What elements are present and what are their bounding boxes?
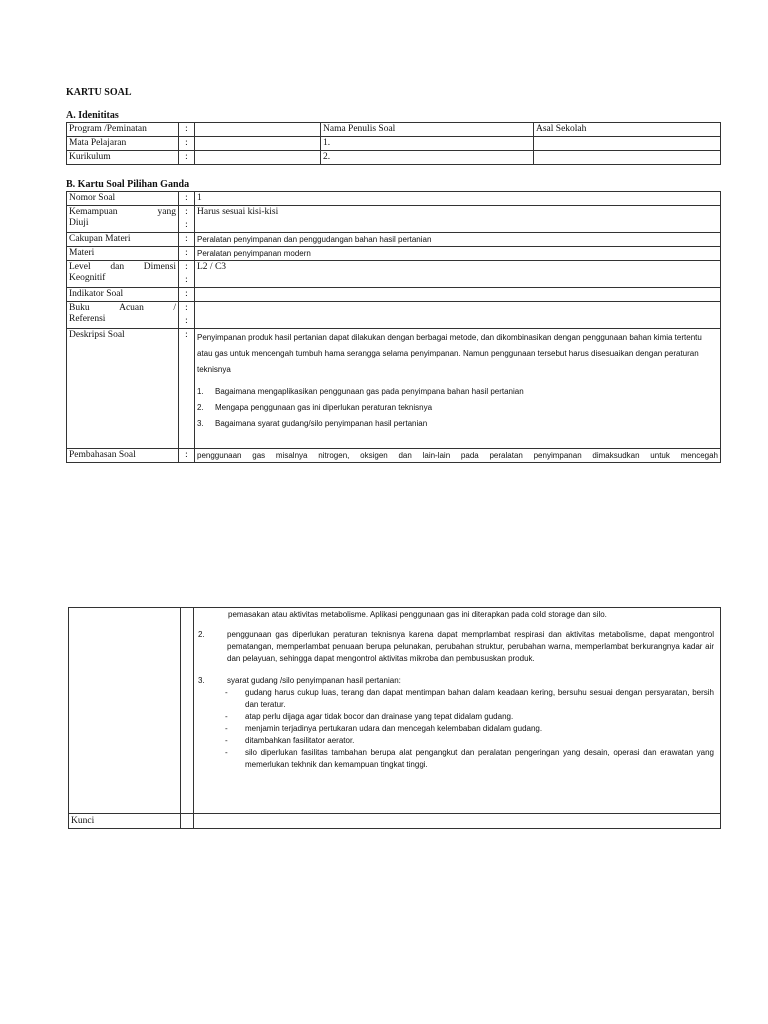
- label-word: Keognitif: [69, 273, 106, 283]
- colon: :: [179, 123, 195, 137]
- materi-value: Peralatan penyimpanan modern: [195, 247, 721, 261]
- label-kurikulum: Kurikulum: [67, 151, 179, 165]
- level-value: L2 / C3: [195, 261, 721, 288]
- sub-item: - ditambahkan fasilitator aerator.: [225, 736, 355, 745]
- item-number: 3.: [198, 676, 205, 685]
- continuation-table: [68, 607, 721, 829]
- label-cakupan-materi: Cakupan Materi: [67, 233, 179, 247]
- table-row: [67, 233, 721, 247]
- pembahasan-continuation: [194, 608, 721, 814]
- asal-sekolah-value-2: [534, 151, 721, 165]
- label-word: /: [173, 303, 176, 313]
- penulis-1: 1.: [321, 137, 534, 151]
- list-item: 1. Bagaimana mengaplikasikan penggunaan gas pada penyimpana bahan hasil pertanian: [197, 387, 524, 396]
- kemampuan-value: Harus sesuai kisi-kisi: [195, 206, 721, 233]
- colon: :: [179, 192, 195, 206]
- table-row: [67, 329, 721, 449]
- document-title: KARTU SOAL: [66, 87, 132, 98]
- empty-colon-cell: [181, 814, 194, 829]
- label-word: yang: [157, 207, 176, 217]
- colon: :: [179, 151, 195, 165]
- colon: :: [179, 137, 195, 151]
- sub-item: - atap perlu dijaga agar tidak bocor dan drainase yang tepat didalam gudang.: [225, 712, 514, 721]
- section-a-heading: A. Idenititas: [66, 110, 119, 121]
- table-row: [67, 288, 721, 302]
- table-row: [67, 449, 721, 463]
- table-row: [67, 302, 721, 329]
- pembahasan-line: pemasakan atau aktivitas metabolisme. Aplikasi penggunaan gas ini diterapkan pada cold storage dan silo.: [228, 610, 607, 619]
- label-word: Diuji: [69, 218, 89, 228]
- deskripsi-cell: [195, 329, 721, 449]
- empty-colon-cell: [181, 608, 194, 814]
- colon: : :: [179, 261, 195, 288]
- label-word: dan: [110, 262, 125, 272]
- label-buku-acuan: [67, 302, 179, 329]
- list-item: 2. Mengapa penggunaan gas ini diperlukan peraturan teknisnya: [197, 403, 433, 412]
- sub-item: - gudang harus cukup luas, terang dan dapat mentimpan bahan dalam keadaan kering, bersuhu sesuai dengan persyaratan, bersih dan teratur.: [225, 688, 714, 709]
- colon: :: [179, 329, 195, 449]
- table-row: [67, 247, 721, 261]
- label-word: Kemampuan: [69, 207, 118, 217]
- label-word: Buku: [69, 303, 90, 313]
- list-item: [198, 675, 714, 687]
- mata-pelajaran-value: [195, 137, 321, 151]
- item-text: penggunaan gas diperlukan peraturan teknisnya karena dapat memprlambat respirasi dan aktivitas metabolisme, dapat mengontrol pematangan, memperlambat penuaan berupa pelunakan, perubahan struktur, perubahan warna, memperlambat berkurangnya kadar air dan pelayuan, sehingga dapat mengontrol aktivitas mikroba dan pembususkan produk.: [227, 630, 714, 663]
- list-item: [198, 629, 714, 665]
- list-item: 3. Bagaimana syarat gudang/silo penyimpanan hasil pertanian: [197, 419, 428, 428]
- colon: :: [179, 288, 195, 302]
- colon: :: [179, 247, 195, 261]
- label-word: Referensi: [69, 314, 106, 324]
- table-row: [69, 608, 721, 814]
- pembahasan-first-line: penggunaan gas misalnya nitrogen, oksigen dan lain-lain pada peralatan penyimpanan dimaksudkan untuk mencegah: [195, 449, 721, 463]
- table-row: [69, 814, 721, 829]
- label-nama-penulis: Nama Penulis Soal: [321, 123, 534, 137]
- table-row: [67, 261, 721, 288]
- table-row: [67, 123, 721, 137]
- kunci-value: [194, 814, 721, 829]
- colon: :: [179, 449, 195, 463]
- label-mata-pelajaran: Mata Pelajaran: [67, 137, 179, 151]
- label-word: Dimensi: [143, 262, 176, 272]
- identity-table: [66, 122, 721, 165]
- indikator-value: [195, 288, 721, 302]
- label-nomor-soal: Nomor Soal: [67, 192, 179, 206]
- asal-sekolah-value: [534, 137, 721, 151]
- label-materi: Materi: [67, 247, 179, 261]
- item-text: syarat gudang /silo penyimpanan hasil pertanian:: [227, 676, 401, 685]
- label-word: Acuan: [119, 303, 144, 313]
- penulis-2: 2.: [321, 151, 534, 165]
- cakupan-value: Peralatan penyimpanan dan penggudangan bahan hasil pertanian: [195, 233, 721, 247]
- label-kemampuan: [67, 206, 179, 233]
- sub-item: - silo diperlukan fasilitas tambahan berupa alat pengangkut dan peralatan pengeringan yang desain, operasi dan erawatan yang memerlukan tekhnik dan kemampuan tingkat tinggi.: [225, 748, 714, 769]
- sub-item: - menjamin terjadinya pertukaran udara dan mencegah kelembaban didalam gudang.: [225, 724, 543, 733]
- label-indikator: Indikator Soal: [67, 288, 179, 302]
- question-list: [197, 384, 718, 432]
- label-asal-sekolah: Asal Sekolah: [534, 123, 721, 137]
- empty-label-cell: [69, 608, 181, 814]
- program-value: [195, 123, 321, 137]
- label-program: Program /Peminatan: [67, 123, 179, 137]
- label-word: Level: [69, 262, 91, 272]
- item-number: 2.: [198, 630, 205, 639]
- label-kunci: Kunci: [69, 814, 181, 829]
- nomor-soal-value: 1: [195, 192, 721, 206]
- question-card-table: [66, 191, 721, 463]
- table-row: [67, 137, 721, 151]
- label-pembahasan: Pembahasan Soal: [67, 449, 179, 463]
- colon: : :: [179, 302, 195, 329]
- table-row: [67, 206, 721, 233]
- label-level: [67, 261, 179, 288]
- colon: : :: [179, 206, 195, 233]
- table-row: [67, 151, 721, 165]
- buku-value: [195, 302, 721, 329]
- deskripsi-paragraph: Penyimpanan produk hasil pertanian dapat dilakukan dengan berbagai metode, dan dikombinasikan dengan penggunaan bahan kimia tertentu atau gas untuk mencengah tumbuh hama serangga selama penyimpanan. Namun penggunaan tersebut harus disesuaikan dengan peraturan teknisnya: [197, 333, 702, 374]
- table-row: [67, 192, 721, 206]
- colon: :: [179, 233, 195, 247]
- label-deskripsi: Deskripsi Soal: [67, 329, 179, 449]
- kurikulum-value: [195, 151, 321, 165]
- section-b-heading: B. Kartu Soal Pilihan Ganda: [66, 179, 190, 190]
